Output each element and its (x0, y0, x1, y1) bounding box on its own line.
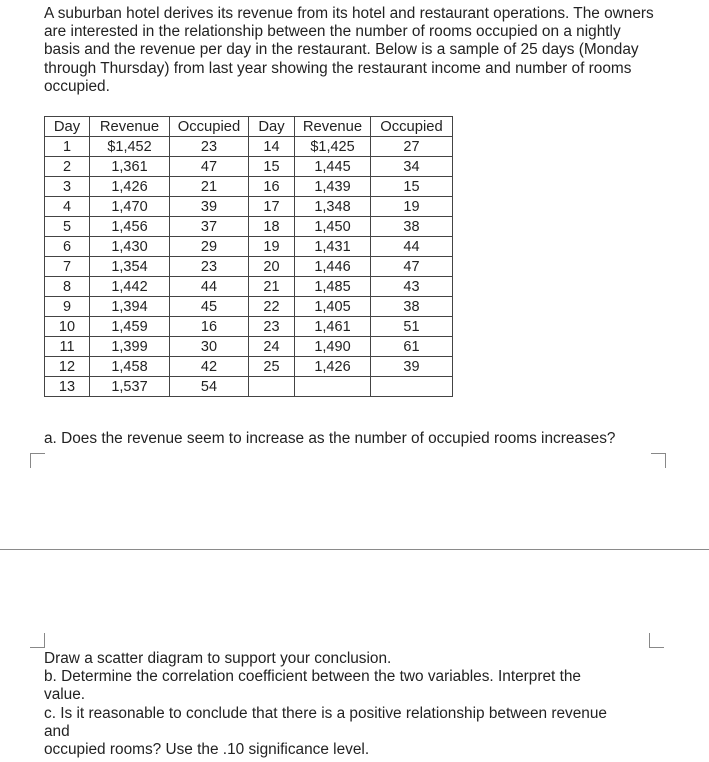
cell-occupied-2: 34 (371, 157, 453, 177)
question-line: occupied rooms? Use the .10 significance level. (44, 741, 370, 759)
question-line: and (44, 722, 70, 740)
crop-mark-top-left (30, 453, 45, 468)
cell-occupied-2: 38 (371, 217, 453, 237)
cell-revenue-2: 1,446 (295, 257, 371, 277)
cell-occupied: 16 (170, 317, 249, 337)
table-row (45, 257, 453, 277)
cell-revenue: 1,399 (90, 337, 170, 357)
cell-revenue: 1,456 (90, 217, 170, 237)
cell-revenue-2: 1,490 (295, 337, 371, 357)
header-day: Day (45, 117, 90, 137)
table-row (45, 137, 453, 157)
cell-revenue-2: 1,426 (295, 357, 371, 377)
cell-revenue: 1,426 (90, 177, 170, 197)
cell-day-2 (249, 377, 295, 397)
cell-day: 13 (45, 377, 90, 397)
cell-revenue: 1,442 (90, 277, 170, 297)
cell-revenue-2: 1,348 (295, 197, 371, 217)
header-occupied-2: Occupied (371, 117, 453, 137)
cell-day: 9 (45, 297, 90, 317)
cell-day: 6 (45, 237, 90, 257)
cell-day: 8 (45, 277, 90, 297)
revenue-occupancy-table (44, 116, 453, 397)
cell-day: 11 (45, 337, 90, 357)
cell-day: 1 (45, 137, 90, 157)
header-revenue-2: Revenue (295, 117, 371, 137)
cell-revenue-2: 1,405 (295, 297, 371, 317)
cell-revenue-2: 1,461 (295, 317, 371, 337)
cell-day-2: 19 (249, 237, 295, 257)
cell-occupied: 23 (170, 137, 249, 157)
cell-day: 12 (45, 357, 90, 377)
cell-occupied: 44 (170, 277, 249, 297)
cell-revenue-2: $1,425 (295, 137, 371, 157)
cell-occupied-2 (371, 377, 453, 397)
question-line: b. Determine the correlation coefficient between the two variables. Interpret the (44, 668, 581, 686)
question-line: c. Is it reasonable to conclude that there is a positive relationship between revenue (44, 704, 607, 722)
cell-occupied: 23 (170, 257, 249, 277)
cell-occupied-2: 38 (371, 297, 453, 317)
cell-occupied: 30 (170, 337, 249, 357)
cell-revenue-2: 1,431 (295, 237, 371, 257)
cell-day: 2 (45, 157, 90, 177)
question-line: Draw a scatter diagram to support your conclusion. (44, 650, 392, 667)
table-header-row (45, 117, 453, 137)
table-row (45, 177, 453, 197)
cell-revenue-2 (295, 377, 371, 397)
cell-revenue: 1,394 (90, 297, 170, 317)
cell-day-2: 25 (249, 357, 295, 377)
cell-revenue-2: 1,445 (295, 157, 371, 177)
cell-revenue: 1,354 (90, 257, 170, 277)
cell-occupied: 29 (170, 237, 249, 257)
remaining-questions (44, 650, 654, 759)
cell-day-2: 20 (249, 257, 295, 277)
cell-occupied-2: 39 (371, 357, 453, 377)
cell-occupied: 39 (170, 197, 249, 217)
table-row (45, 297, 453, 317)
cell-day-2: 16 (249, 177, 295, 197)
cell-revenue: 1,430 (90, 237, 170, 257)
cell-revenue: 1,458 (90, 357, 170, 377)
cell-occupied-2: 43 (371, 277, 453, 297)
problem-intro: A suburban hotel derives its revenue from its hotel and restaurant operations. The owners are interested in the relationship between the number of rooms occupied on a nightly basis and the revenue per day in the restaurant. Below is a sample of 25 days (Monday through Thursday) from last year showing the restaurant income and number of rooms occupied. (44, 5, 654, 95)
cell-revenue-2: 1,450 (295, 217, 371, 237)
cell-revenue-2: 1,485 (295, 277, 371, 297)
question-line: value. (44, 686, 86, 704)
cell-occupied: 37 (170, 217, 249, 237)
table-row (45, 377, 453, 397)
header-occupied: Occupied (170, 117, 249, 137)
table-row (45, 197, 453, 217)
cell-occupied-2: 44 (371, 237, 453, 257)
cell-revenue-2: 1,439 (295, 177, 371, 197)
table-row (45, 317, 453, 337)
table-row (45, 357, 453, 377)
cell-occupied: 54 (170, 377, 249, 397)
cell-occupied: 42 (170, 357, 249, 377)
cell-occupied: 47 (170, 157, 249, 177)
table-row (45, 337, 453, 357)
table-row (45, 217, 453, 237)
cell-day: 7 (45, 257, 90, 277)
table-row (45, 237, 453, 257)
cell-day: 3 (45, 177, 90, 197)
crop-mark-bottom-left (30, 633, 45, 648)
cell-occupied-2: 51 (371, 317, 453, 337)
cell-day-2: 15 (249, 157, 295, 177)
cell-revenue: 1,537 (90, 377, 170, 397)
cell-revenue: 1,459 (90, 317, 170, 337)
crop-mark-top-right (651, 453, 666, 468)
cell-day-2: 24 (249, 337, 295, 357)
cell-occupied-2: 47 (371, 257, 453, 277)
cell-occupied-2: 19 (371, 197, 453, 217)
cell-day-2: 17 (249, 197, 295, 217)
cell-day: 10 (45, 317, 90, 337)
table-row (45, 277, 453, 297)
crop-mark-bottom-right (649, 633, 664, 648)
cell-occupied-2: 15 (371, 177, 453, 197)
cell-day-2: 21 (249, 277, 295, 297)
cell-revenue: 1,470 (90, 197, 170, 217)
cell-revenue: $1,452 (90, 137, 170, 157)
cell-day-2: 23 (249, 317, 295, 337)
header-revenue: Revenue (90, 117, 170, 137)
cell-occupied-2: 61 (371, 337, 453, 357)
page-divider (0, 549, 709, 550)
cell-day-2: 14 (249, 137, 295, 157)
cell-day-2: 22 (249, 297, 295, 317)
cell-day: 4 (45, 197, 90, 217)
cell-occupied-2: 27 (371, 137, 453, 157)
cell-day: 5 (45, 217, 90, 237)
cell-revenue: 1,361 (90, 157, 170, 177)
header-day-2: Day (249, 117, 295, 137)
cell-occupied: 45 (170, 297, 249, 317)
cell-day-2: 18 (249, 217, 295, 237)
cell-occupied: 21 (170, 177, 249, 197)
question-a: a. Does the revenue seem to increase as the number of occupied rooms increases? (44, 430, 616, 447)
table-row (45, 157, 453, 177)
